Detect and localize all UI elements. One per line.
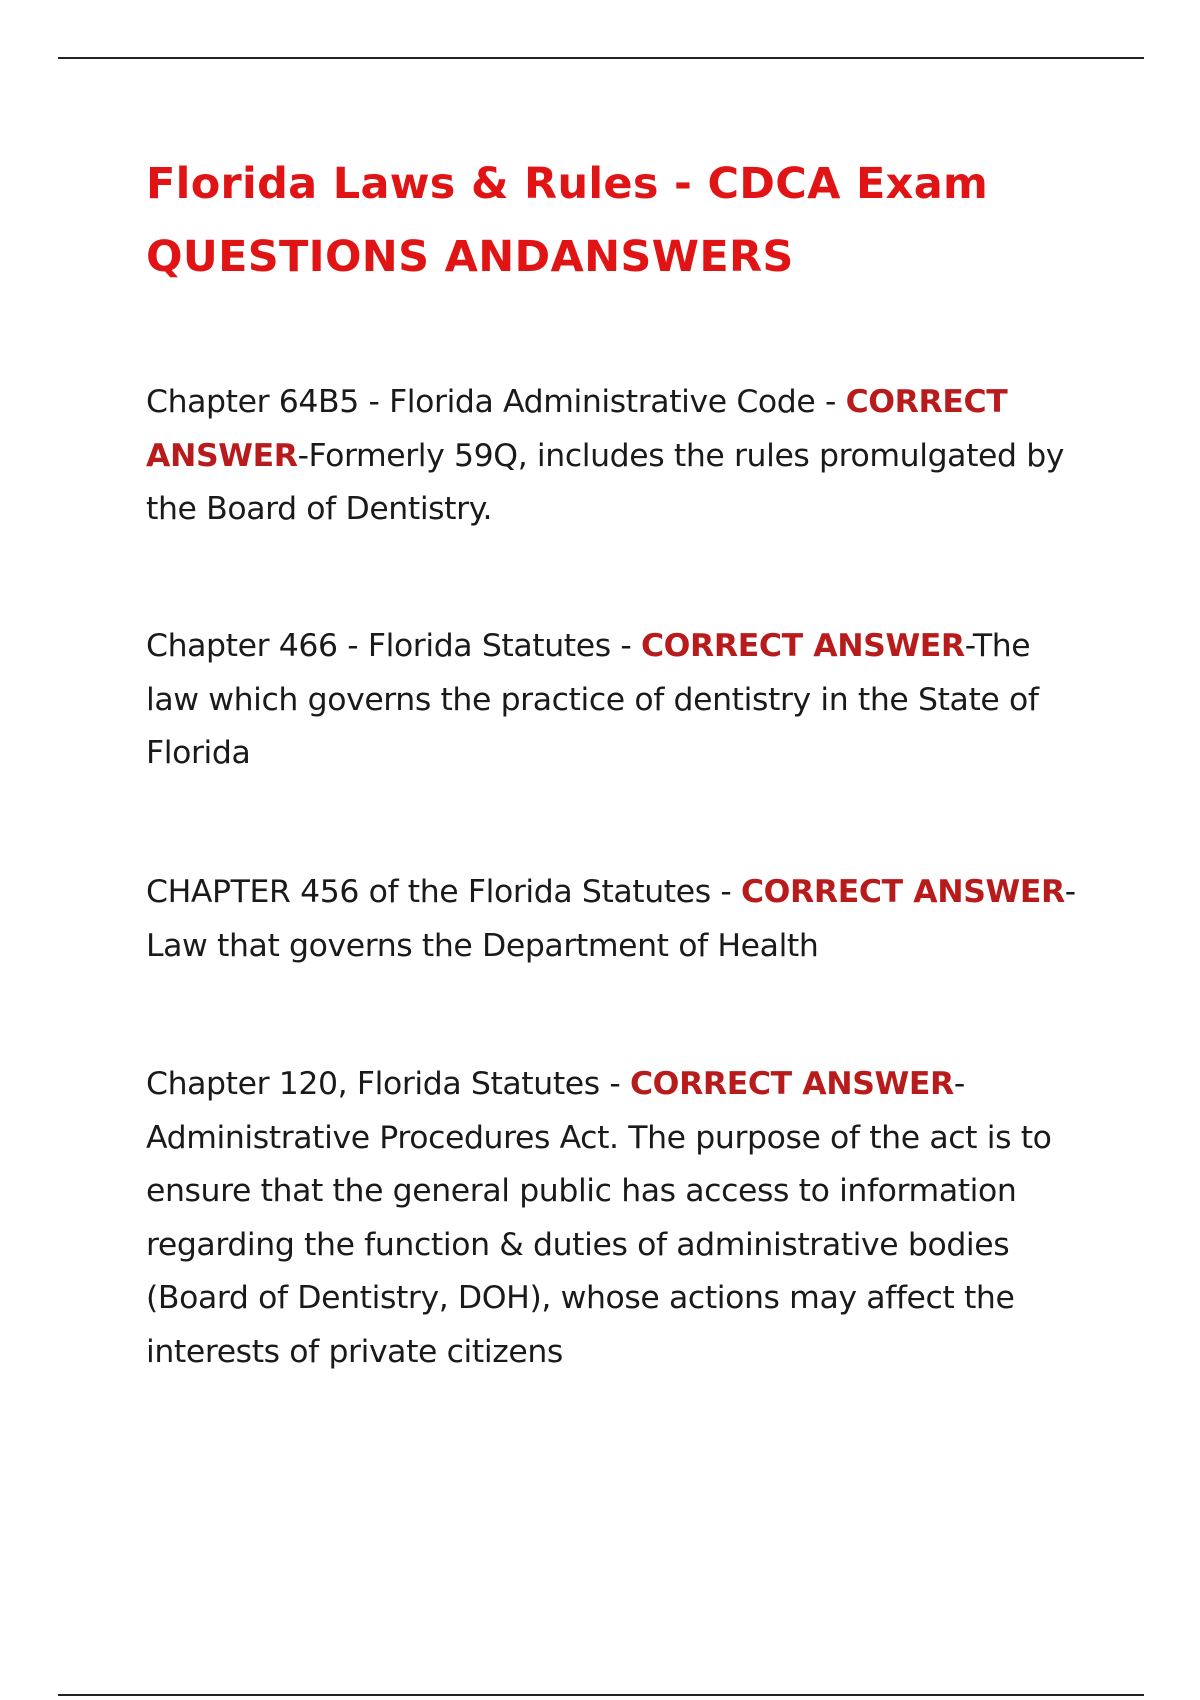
title-line-2: QUESTIONS ANDANSWERS xyxy=(146,232,794,282)
qa-question: Chapter 64B5 - Florida Administrative Code - xyxy=(146,384,846,420)
bottom-rule xyxy=(58,1694,1144,1696)
qa-item xyxy=(146,620,1086,781)
qa-question: Chapter 120, Florida Statutes - xyxy=(146,1066,630,1102)
qa-item xyxy=(146,1058,1086,1379)
document-body xyxy=(146,148,1086,1370)
qa-question: CHAPTER 456 of the Florida Statutes - xyxy=(146,874,741,910)
qa-answer: -The law which governs the practice of dentistry in the State of Florida xyxy=(146,628,1039,771)
qa-answer-label: CORRECT ANSWER xyxy=(629,1066,954,1102)
qa-answer: -Law that governs the Department of Health xyxy=(146,874,1076,964)
qa-item xyxy=(146,376,1086,537)
qa-answer: -Formerly 59Q, includes the rules promulgated by the Board of Dentistry. xyxy=(146,437,1065,527)
qa-answer: -Administrative Procedures Act. The purpose of the act is to ensure that the general public has access to information regarding the function & duties of administrative bodies (Board of Dentistry, DOH), whose actions may affect the interests of private citizens xyxy=(146,1066,1052,1370)
top-rule xyxy=(58,57,1144,59)
document-title xyxy=(146,148,1086,294)
title-line-1: Florida Laws & Rules - CDCA Exam xyxy=(146,159,989,209)
qa-answer-label: CORRECT ANSWER xyxy=(640,628,965,664)
qa-question: Chapter 466 - Florida Statutes - xyxy=(146,628,641,664)
qa-answer-label: CORRECT ANSWER xyxy=(146,384,1008,474)
qa-item xyxy=(146,866,1086,973)
qa-answer-label: CORRECT ANSWER xyxy=(740,874,1065,910)
